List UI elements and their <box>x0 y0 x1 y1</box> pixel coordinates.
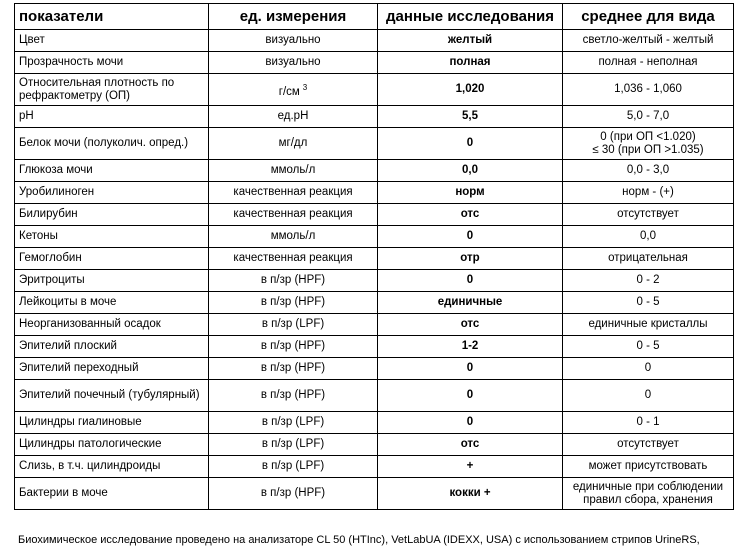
result-value: единичные <box>378 292 563 314</box>
reference-range: 0 <box>563 380 734 412</box>
unit-cell: визуально <box>209 30 378 52</box>
unit-cell: в п/зр (HPF) <box>209 336 378 358</box>
result-value: кокки + <box>378 478 563 510</box>
parameter-name: Уробилиноген <box>15 182 209 204</box>
reference-range: 5,0 - 7,0 <box>563 106 734 128</box>
table-row <box>15 292 734 314</box>
table-row <box>15 160 734 182</box>
parameter-name: Лейкоциты в моче <box>15 292 209 314</box>
unit-cell: в п/зр (HPF) <box>209 478 378 510</box>
unit-cell: качественная реакция <box>209 248 378 270</box>
table-row <box>15 412 734 434</box>
unit-cell: визуально <box>209 52 378 74</box>
result-value: 5,5 <box>378 106 563 128</box>
parameter-name: Билирубин <box>15 204 209 226</box>
unit-cell: в п/зр (HPF) <box>209 380 378 412</box>
table-row <box>15 336 734 358</box>
reference-range: полная - неполная <box>563 52 734 74</box>
unit-cell: качественная реакция <box>209 204 378 226</box>
parameter-name: Кетоны <box>15 226 209 248</box>
footer-line: Биохимическое исследование проведено на анализаторе CL 50 (HTInc), VetLabUA (IDEXX, USA) с использованием стрипов UrineRS, <box>18 534 700 546</box>
table-row <box>15 380 734 412</box>
result-value: + <box>378 456 563 478</box>
reference-range: 0,0 - 3,0 <box>563 160 734 182</box>
reference-range: отрицательная <box>563 248 734 270</box>
result-value: отр <box>378 248 563 270</box>
col-header-parameter: показатели <box>15 4 209 30</box>
reference-range: 1,036 - 1,060 <box>563 74 734 106</box>
table-row <box>15 478 734 510</box>
parameter-name: Цвет <box>15 30 209 52</box>
table-row <box>15 128 734 160</box>
parameter-name: Слизь, в т.ч. цилиндроиды <box>15 456 209 478</box>
reference-range: 0 - 5 <box>563 292 734 314</box>
reference-range: светло-желтый - желтый <box>563 30 734 52</box>
table-row <box>15 270 734 292</box>
header-row <box>15 4 734 30</box>
unit-cell: ммоль/л <box>209 160 378 182</box>
unit-superscript: 3 <box>302 82 308 92</box>
parameter-name: Эпителий плоский <box>15 336 209 358</box>
table-row <box>15 248 734 270</box>
result-value: отс <box>378 204 563 226</box>
reference-range: норм - (+) <box>563 182 734 204</box>
table-row <box>15 434 734 456</box>
parameter-name: Белок мочи (полуколич. опред.) <box>15 128 209 160</box>
unit-cell: качественная реакция <box>209 182 378 204</box>
reference-range: единичные при соблюдении правил сбора, хранения <box>563 478 734 510</box>
table-row <box>15 226 734 248</box>
unit-cell: в п/зр (LPF) <box>209 412 378 434</box>
parameter-name: Эпителий почечный (тубулярный) <box>15 380 209 412</box>
result-value: 0 <box>378 270 563 292</box>
reference-range: 0 (при ОП <1.020) ≤ 30 (при ОП >1.035) <box>563 128 734 160</box>
parameter-name: Цилиндры патологические <box>15 434 209 456</box>
table-row <box>15 314 734 336</box>
reference-range: 0,0 <box>563 226 734 248</box>
result-value: желтый <box>378 30 563 52</box>
unit-cell: в п/зр (HPF) <box>209 358 378 380</box>
parameter-name: pH <box>15 106 209 128</box>
unit-cell: г/см $^3$ <box>209 74 378 106</box>
result-value: 0 <box>378 358 563 380</box>
reference-range: 0 - 2 <box>563 270 734 292</box>
reference-range: 0 <box>563 358 734 380</box>
reference-range: единичные кристаллы <box>563 314 734 336</box>
unit-cell: мг/дл <box>209 128 378 160</box>
table-row <box>15 182 734 204</box>
parameter-name: Бактерии в моче <box>15 478 209 510</box>
footer-note <box>18 533 738 547</box>
unit-cell: в п/зр (LPF) <box>209 314 378 336</box>
result-value: 0 <box>378 128 563 160</box>
result-value: 1-2 <box>378 336 563 358</box>
reference-range: отсутствует <box>563 204 734 226</box>
unit-cell: в п/зр (HPF) <box>209 270 378 292</box>
unit-cell: в п/зр (HPF) <box>209 292 378 314</box>
parameter-name: Эпителий переходный <box>15 358 209 380</box>
reference-range: 0 - 1 <box>563 412 734 434</box>
parameter-name: Эритроциты <box>15 270 209 292</box>
urinalysis-table <box>14 3 734 510</box>
result-value: 0 <box>378 226 563 248</box>
parameter-name: Глюкоза мочи <box>15 160 209 182</box>
unit-cell: в п/зр (LPF) <box>209 434 378 456</box>
unit-cell: в п/зр (LPF) <box>209 456 378 478</box>
table-row <box>15 456 734 478</box>
col-header-result: данные исследования <box>378 4 563 30</box>
result-value: 0 <box>378 412 563 434</box>
unit-cell: ед.pH <box>209 106 378 128</box>
result-value: 0,0 <box>378 160 563 182</box>
unit-cell: ммоль/л <box>209 226 378 248</box>
parameter-name: Гемоглобин <box>15 248 209 270</box>
parameter-name: Относительная плотность по рефрактометру (ОП) <box>15 74 209 106</box>
reference-range: отсутствует <box>563 434 734 456</box>
result-value: отс <box>378 434 563 456</box>
result-value: норм <box>378 182 563 204</box>
table-row <box>15 358 734 380</box>
parameter-name: Прозрачность мочи <box>15 52 209 74</box>
result-value: полная <box>378 52 563 74</box>
table-row <box>15 204 734 226</box>
parameter-name: Неорганизованный осадок <box>15 314 209 336</box>
result-value: 0 <box>378 380 563 412</box>
table-row <box>15 106 734 128</box>
reference-range: может присутствовать <box>563 456 734 478</box>
parameter-name: Цилиндры гиалиновые <box>15 412 209 434</box>
table-row <box>15 74 734 106</box>
reference-range: 0 - 5 <box>563 336 734 358</box>
table-row <box>15 52 734 74</box>
col-header-reference: среднее для вида <box>563 4 734 30</box>
table-row <box>15 30 734 52</box>
col-header-unit: ед. измерения <box>209 4 378 30</box>
result-value: 1,020 <box>378 74 563 106</box>
result-value: отс <box>378 314 563 336</box>
